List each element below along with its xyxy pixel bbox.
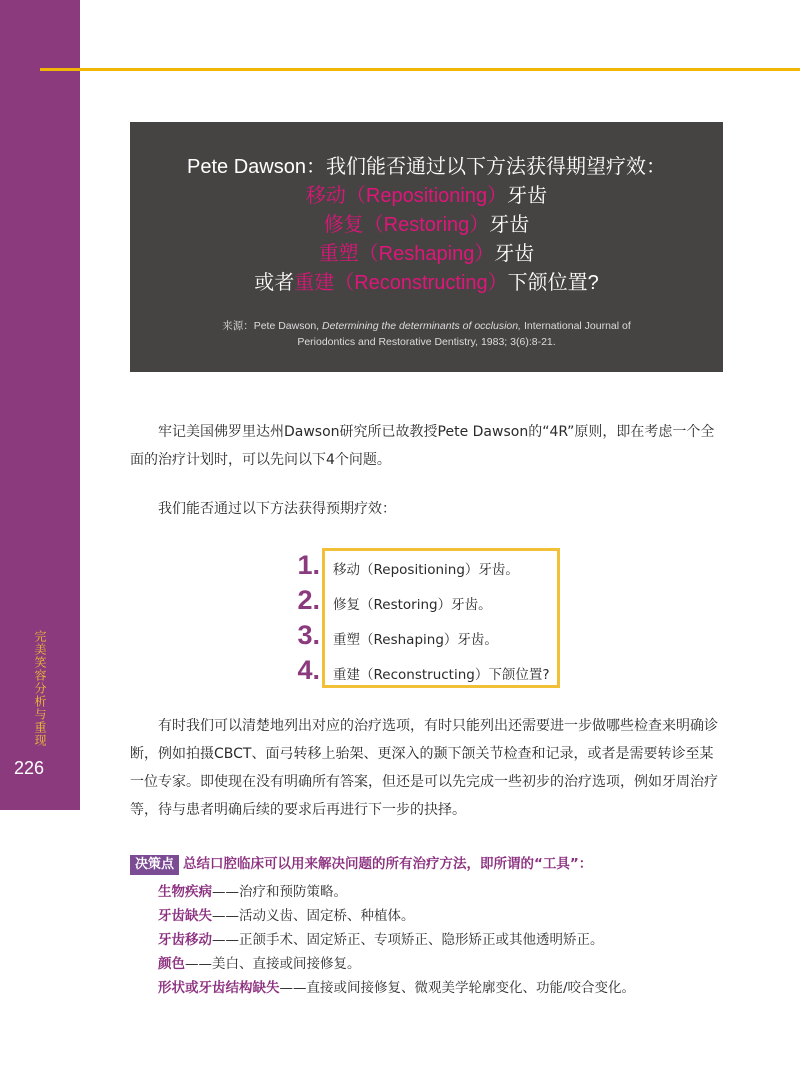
quote-highlight: 重建（Reconstructing）: [294, 272, 508, 294]
tool-term: 生物疾病: [158, 884, 212, 900]
decision-point-block: [130, 852, 730, 1000]
book-title-vertical: 完美笑容分析与重现: [33, 630, 47, 747]
paragraph-intro: 牢记美国佛罗里达州Dawson研究所已故教授Pete Dawson的“4R”原则，即在考虑一个全面的治疗计划时，可以先问以下4个问题。: [130, 424, 715, 468]
page-number: 226: [14, 758, 45, 778]
quote-highlight: 移动（Repositioning）: [305, 185, 508, 207]
tool-item: [158, 928, 730, 952]
tool-desc: ——治疗和预防策略。: [212, 884, 347, 900]
tool-term: 形状或牙齿结构缺失: [158, 980, 280, 996]
paragraph-discussion: 有时我们可以清楚地列出对应的治疗选项，有时只能列出还需要进一步做哪些检查来明确诊断，例如拍摄CBCT、面弓转移上骀架、更深入的颞下颌关节检查和记录，或者是需要转诊至某一位专家。即使现在没有明确所有答案，但还是可以先完成一些初步的治疗选项，例如牙周治疗等，待与患者明确后续的要求后再进行下一步的抉择。: [130, 718, 718, 818]
list-item: 修复（Restoring）牙齿。: [333, 597, 492, 613]
list-box: [322, 548, 560, 688]
tool-item: [158, 880, 730, 904]
source-journal: International Journal of Periodontics and Restorative Dentistry, 1983; 3(6):8-21.: [297, 320, 631, 348]
quote-text: 牙齿: [494, 243, 535, 265]
top-rule: [40, 68, 800, 71]
decision-point-title: 总结口腔临床可以用来解决问题的所有治疗方法，即所谓的“工具”：: [183, 856, 593, 872]
quote-highlight: 重塑（Reshaping）: [318, 243, 495, 265]
quote-text: 或者: [254, 272, 295, 294]
list-number: 2.: [297, 585, 320, 615]
quote-line-4: [130, 240, 723, 269]
quote-box: [130, 122, 723, 372]
tool-desc: ——美白、直接或间接修复。: [185, 956, 361, 972]
quote-line-5: [130, 269, 723, 298]
list-number: 4.: [297, 655, 320, 685]
tool-term: 牙齿缺失: [158, 908, 212, 924]
tool-item: [158, 904, 730, 928]
list-item: 移动（Repositioning）牙齿。: [333, 562, 519, 578]
tool-desc: ——直接或间接修复、微观美学轮廓变化、功能/咬合变化。: [279, 980, 636, 996]
quote-line-2: [130, 182, 723, 211]
tool-item: [158, 952, 730, 976]
tool-term: 颜色: [158, 956, 185, 972]
list-numbers: [280, 548, 320, 688]
tool-term: 牙齿移动: [158, 932, 212, 948]
list-item: 重建（Reconstructing）下颌位置?: [333, 667, 550, 683]
quote-text: 牙齿: [489, 214, 530, 236]
quote-line-3: [130, 211, 723, 240]
quote-source: [217, 318, 637, 350]
list-item: 重塑（Reshaping）牙齿。: [333, 632, 498, 648]
quote-text: 下颌位置?: [507, 272, 599, 294]
source-prefix: 来源：Pete Dawson,: [222, 320, 322, 332]
sidebar: [0, 0, 80, 810]
decision-point-header: [130, 852, 730, 875]
quote-highlight: 修复（Restoring）: [323, 214, 490, 236]
paragraph-question: 我们能否通过以下方法获得预期疗效：: [158, 501, 396, 517]
tool-desc: ——活动义齿、固定桥、种植体。: [212, 908, 415, 924]
list-number: 1.: [297, 550, 320, 580]
quote-line-1: Pete Dawson：我们能否通过以下方法获得期望疗效：: [187, 156, 666, 178]
list-number: 3.: [297, 620, 320, 650]
source-title: Determining the determinants of occlusion,: [322, 320, 522, 332]
decision-point-tag: 决策点: [130, 855, 179, 875]
tool-desc: ——正颌手术、固定矫正、专项矫正、隐形矫正或其他透明矫正。: [212, 932, 604, 948]
quote-text: 牙齿: [507, 185, 548, 207]
tool-item: [158, 976, 730, 1000]
